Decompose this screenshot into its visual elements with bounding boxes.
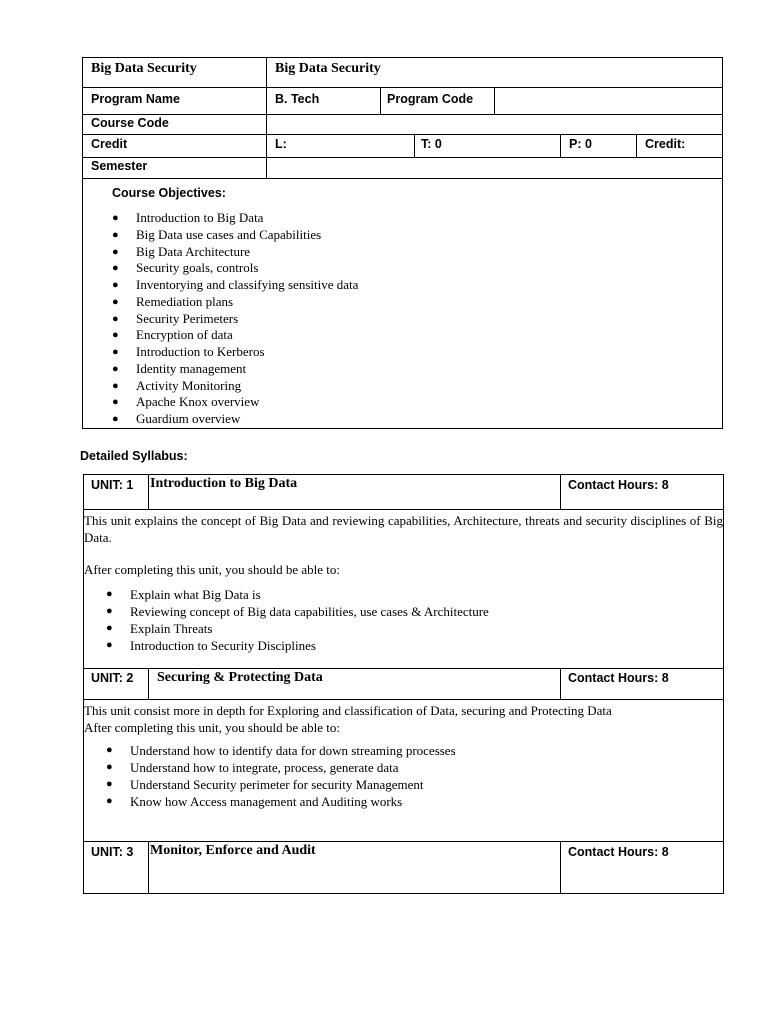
objective-item — [112, 411, 358, 428]
unit-1-hours: Contact Hours: 8 — [568, 478, 669, 492]
program-name-value: B. Tech — [275, 92, 320, 106]
course-code-row — [83, 115, 722, 135]
objective-text: Identity management — [136, 360, 247, 376]
outcome-item — [106, 620, 489, 637]
semester-label: Semester — [91, 159, 148, 173]
objective-item — [112, 311, 358, 328]
bullet-icon: ● — [112, 312, 119, 325]
unit-3-header — [84, 842, 723, 893]
outcome-item — [106, 776, 456, 793]
objective-item — [112, 210, 358, 227]
program-row — [83, 88, 722, 115]
outcome-text: Understand how to identify data for down streaming processes — [130, 743, 456, 758]
objective-text: Apache Knox overview — [136, 394, 260, 410]
bullet-icon: ● — [112, 346, 119, 358]
objective-text: Big Data Architecture — [136, 243, 251, 259]
bullet-icon: ● — [106, 639, 113, 651]
outcome-item — [106, 603, 489, 620]
outcome-item — [106, 793, 456, 810]
course-info-table — [82, 57, 723, 429]
bullet-icon: ● — [112, 228, 119, 241]
unit-1-description: This unit explains the concept of Big Data and reviewing capabilities, Architecture, threats and security disciplines of Big Data. — [84, 513, 723, 545]
detailed-syllabus-heading: Detailed Syllabus: — [80, 449, 188, 463]
unit-2-body — [84, 700, 723, 842]
bullet-icon: ● — [112, 396, 119, 409]
objective-item — [112, 277, 358, 294]
unit-3-hours: Contact Hours: 8 — [568, 845, 669, 859]
objective-item — [112, 244, 358, 261]
course-objectives — [83, 179, 722, 428]
unit-1-header — [84, 475, 723, 510]
unit-1-body — [84, 510, 723, 669]
bullet-icon: ● — [112, 245, 119, 258]
course-title-label: Big Data Security — [91, 61, 197, 76]
bullet-icon: ● — [112, 212, 119, 224]
bullet-icon: ● — [112, 413, 119, 425]
course-title-row — [83, 58, 722, 88]
objectives-list — [112, 210, 358, 428]
objective-item — [112, 394, 358, 411]
bullet-icon: ● — [112, 295, 119, 308]
objective-item — [112, 227, 358, 244]
objective-item — [112, 344, 358, 361]
program-code-label: Program Code — [387, 92, 474, 106]
unit-1-number: UNIT: 1 — [91, 478, 134, 492]
outcome-item — [106, 637, 489, 654]
outcome-item — [106, 742, 456, 759]
objective-item — [112, 294, 358, 311]
semester-row — [83, 158, 722, 179]
unit-3-number: UNIT: 3 — [91, 845, 134, 859]
program-name-label: Program Name — [91, 92, 180, 106]
objectives-title: Course Objectives: — [112, 186, 226, 200]
credit-value: Credit: — [645, 137, 686, 151]
unit-2-hours: Contact Hours: 8 — [568, 671, 669, 685]
objective-text: Security Perimeters — [136, 310, 239, 326]
outcome-text: Know how Access management and Auditing works — [130, 794, 403, 809]
objective-item — [112, 378, 358, 395]
unit-1-title: Introduction to Big Data — [150, 476, 298, 491]
bullet-icon: ● — [106, 588, 113, 600]
bullet-icon: ● — [112, 379, 119, 392]
bullet-icon: ● — [112, 262, 119, 275]
objective-text: Introduction to Kerberos — [136, 344, 265, 359]
practical-hours: P: 0 — [569, 137, 592, 151]
unit-2-number: UNIT: 2 — [91, 671, 134, 685]
unit-3-title: Monitor, Enforce and Audit — [150, 843, 316, 858]
unit-2-title: Securing & Protecting Data — [157, 670, 323, 685]
objective-text: Activity Monitoring — [136, 377, 242, 393]
objective-text: Security goals, controls — [136, 260, 259, 276]
unit-2-outcomes — [106, 742, 456, 810]
bullet-icon: ● — [106, 605, 113, 617]
unit-2-intro: After completing this unit, you should be able to: — [84, 720, 340, 735]
lecture-hours: L: — [275, 137, 287, 151]
objective-item — [112, 260, 358, 277]
outcome-text: Reviewing concept of Big data capabilities, use cases & Architecture — [130, 604, 489, 619]
outcome-text: Understand Security perimeter for security Management — [130, 777, 424, 792]
unit-2-description: This unit consist more in depth for Exploring and classification of Data, securing and Protecting Data — [84, 703, 612, 718]
bullet-icon: ● — [106, 744, 113, 756]
objective-text: Big Data use cases and Capabilities — [136, 226, 322, 242]
objective-text: Remediation plans — [136, 293, 234, 309]
outcome-text: Introduction to Security Disciplines — [130, 638, 316, 653]
syllabus-table — [83, 474, 724, 894]
bullet-icon: ● — [106, 761, 113, 773]
outcome-text: Understand how to integrate, process, generate data — [130, 760, 399, 775]
course-title-value: Big Data Security — [275, 61, 381, 76]
objective-item — [112, 327, 358, 344]
unit-2-header — [84, 669, 723, 700]
bullet-icon: ● — [106, 778, 113, 790]
course-code-label: Course Code — [91, 116, 169, 130]
outcome-item — [106, 759, 456, 776]
unit-1-outcomes — [106, 586, 489, 654]
bullet-icon: ● — [112, 329, 119, 342]
objective-text: Inventorying and classifying sensitive data — [136, 277, 359, 292]
tutorial-hours: T: 0 — [421, 137, 442, 151]
bullet-icon: ● — [112, 279, 119, 291]
bullet-icon: ● — [106, 622, 113, 634]
credit-row — [83, 135, 722, 158]
bullet-icon: ● — [112, 362, 119, 375]
objective-text: Introduction to Big Data — [136, 210, 264, 225]
bullet-icon: ● — [106, 795, 113, 807]
objective-text: Encryption of data — [136, 327, 233, 343]
outcome-item — [106, 586, 489, 603]
outcome-text: Explain Threats — [130, 621, 213, 636]
outcome-text: Explain what Big Data is — [130, 587, 261, 602]
objective-text: Guardium overview — [136, 411, 241, 426]
unit-1-intro: After completing this unit, you should be able to: — [84, 562, 340, 577]
objective-item — [112, 361, 358, 378]
credit-label: Credit — [91, 137, 128, 151]
